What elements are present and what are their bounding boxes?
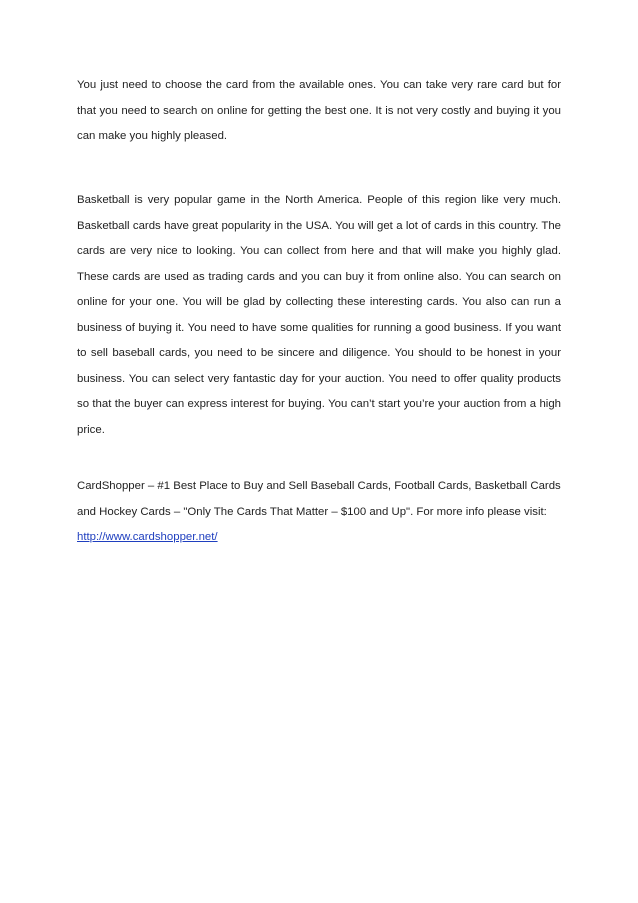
paragraph-card-choice: You just need to choose the card from the available ones. You can take very rare card but for that you need to search on online for getting the best one. It is not very costly and buying it you can make you highly pleased. [77, 79, 561, 142]
cardshopper-link[interactable]: http://www.cardshopper.net/ [77, 531, 218, 543]
promo-text: CardShopper – #1 Best Place to Buy and Sell Baseball Cards, Football Cards, Basketball Cards and Hockey Cards – "Only The Cards That Matter – $100 and Up". For more info please visit: [77, 480, 561, 518]
paragraph-basketball-cards: Basketball is very popular game in the North America. People of this region like very much. Basketball cards have great popularity in the USA. You will get a lot of cards in this country. The cards are very nice to looking. You can collect from here and that will make you highly glad. These cards are used as trading cards and you can buy it from online also. You can search on online for your one. You will be glad by collecting these interesting cards. You also can run a business of buying it. You need to have some qualities for running a good business. If you want to sell baseball cards, you need to be sincere and diligence. You should to be honest in your business. You can select very fantastic day for your auction. You need to offer quality products so that the buyer can express interest for buying. You can’t start you’re your auction from a high price. [77, 194, 561, 436]
paragraph-cardshopper-promo [77, 474, 561, 551]
